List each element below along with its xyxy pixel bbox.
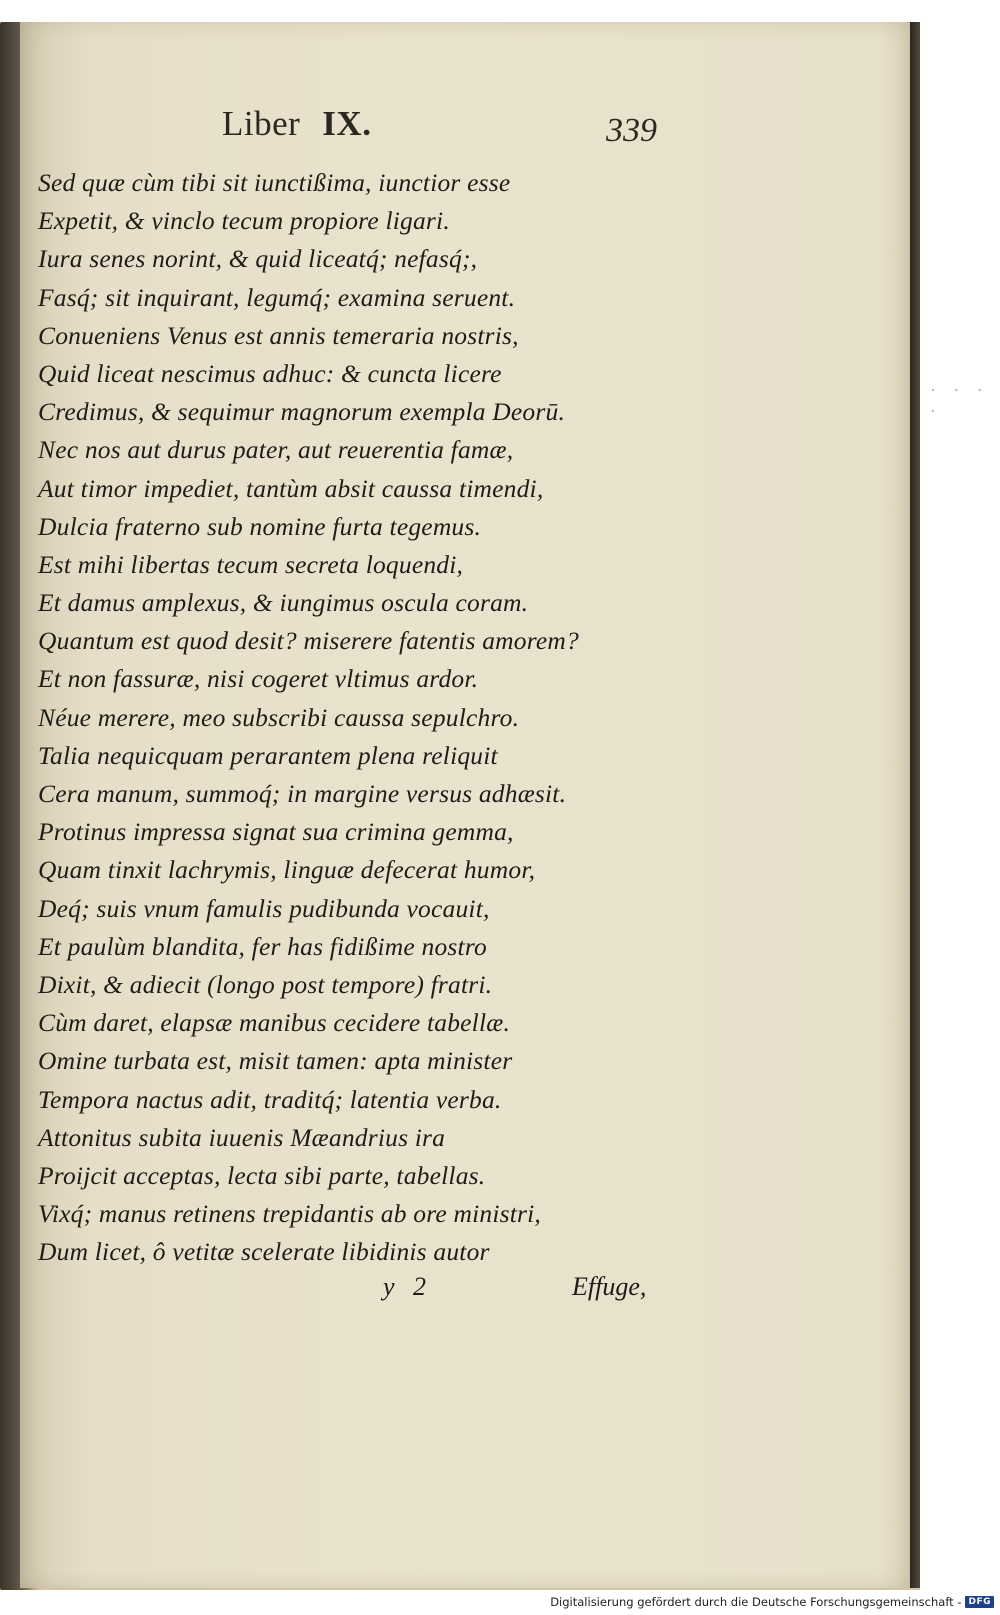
page-number: 339	[606, 112, 657, 149]
verse-line: Et paulùm blandita, fer has fidißime nostro	[38, 931, 487, 961]
verse-line: Quantum est quod desit? miserere fatentis amorem?	[38, 626, 579, 656]
dfg-logo: DFG	[965, 1596, 994, 1608]
verse-line: Protinus impressa signat sua crimina gemma,	[38, 817, 514, 847]
verse-text	[38, 164, 678, 1271]
verse-line: Proijcit acceptas, lecta sibi parte, tabellas.	[38, 1160, 486, 1190]
catchword: Effuge,	[572, 1272, 647, 1301]
verse-line: Nec nos aut durus pater, aut reuerentia famæ,	[38, 435, 514, 465]
book-number: IX.	[322, 104, 372, 143]
verse-line: Omine turbata est, misit tamen: apta minister	[38, 1046, 513, 1076]
verse-line: Iura senes norint, & quid liceatq́; nefasq́;,	[38, 244, 478, 274]
verse-line: Conueniens Venus est annis temeraria nostris,	[38, 320, 519, 350]
verse-line: Talia nequicquam perarantem plena reliquit	[38, 740, 498, 770]
verse-line: Néue merere, meo subscribi caussa sepulchro.	[38, 702, 520, 732]
credit-text: Digitalisierung gefördert durch die Deutsche Forschungsgemeinschaft -	[550, 1595, 962, 1609]
verse-line: Vixq́; manus retinens trepidantis ab ore ministri,	[38, 1199, 542, 1229]
verse-line: Attonitus subita iuuenis Mæandrius ira	[38, 1122, 446, 1152]
running-head-title: Liber	[222, 104, 301, 143]
signature-mark: y 2	[383, 1272, 433, 1301]
running-head	[222, 104, 371, 144]
verse-line: Aut timor impediet, tantùm absit caussa timendi,	[38, 473, 544, 503]
verse-line: Cera manum, summoq́; in margine versus adhæsit.	[38, 779, 567, 808]
verse-line: Expetit, & vinclo tecum propiore ligari.	[38, 206, 450, 236]
verse-line: Quam tinxit lachrymis, linguæ defecerat humor,	[38, 855, 536, 885]
verse-line: Et damus amplexus, & iungimus oscula coram.	[38, 588, 529, 618]
verse-line: Dum licet, ô vetitæ scelerate libidinis autor	[38, 1237, 490, 1267]
verse-line: Quid liceat nescimus adhuc: & cuncta licere	[38, 358, 502, 388]
verse-line: Dixit, & adiecit (longo post tempore) fratri.	[38, 969, 493, 999]
verse-line: Credimus, & sequimur magnorum exempla Deorū.	[38, 397, 566, 427]
verse-line: Fasq́; sit inquirant, legumq́; examina seruent.	[38, 282, 516, 312]
bleed-through-marks: · · · ·	[930, 380, 989, 422]
verse-line: Et non fassuræ, nisi cogeret vltimus ardor.	[38, 664, 479, 694]
page-edge-shadow	[910, 22, 920, 1588]
verse-line: Est mihi libertas tecum secreta loquendi,	[38, 549, 464, 579]
verse-line: Sed quæ cùm tibi sit iunctißima, iunctior esse	[38, 168, 511, 197]
verse-line: Deq́; suis vnum famulis pudibunda vocauit,	[38, 893, 490, 923]
digitization-credit	[550, 1595, 994, 1609]
verse-line: Tempora nactus adit, traditq́; latentia verba.	[38, 1084, 502, 1114]
verse-line: Cùm daret, elapsæ manibus cecidere tabellæ.	[38, 1008, 511, 1038]
verse-line: Dulcia fraterno sub nomine furta tegemus.	[38, 511, 482, 541]
